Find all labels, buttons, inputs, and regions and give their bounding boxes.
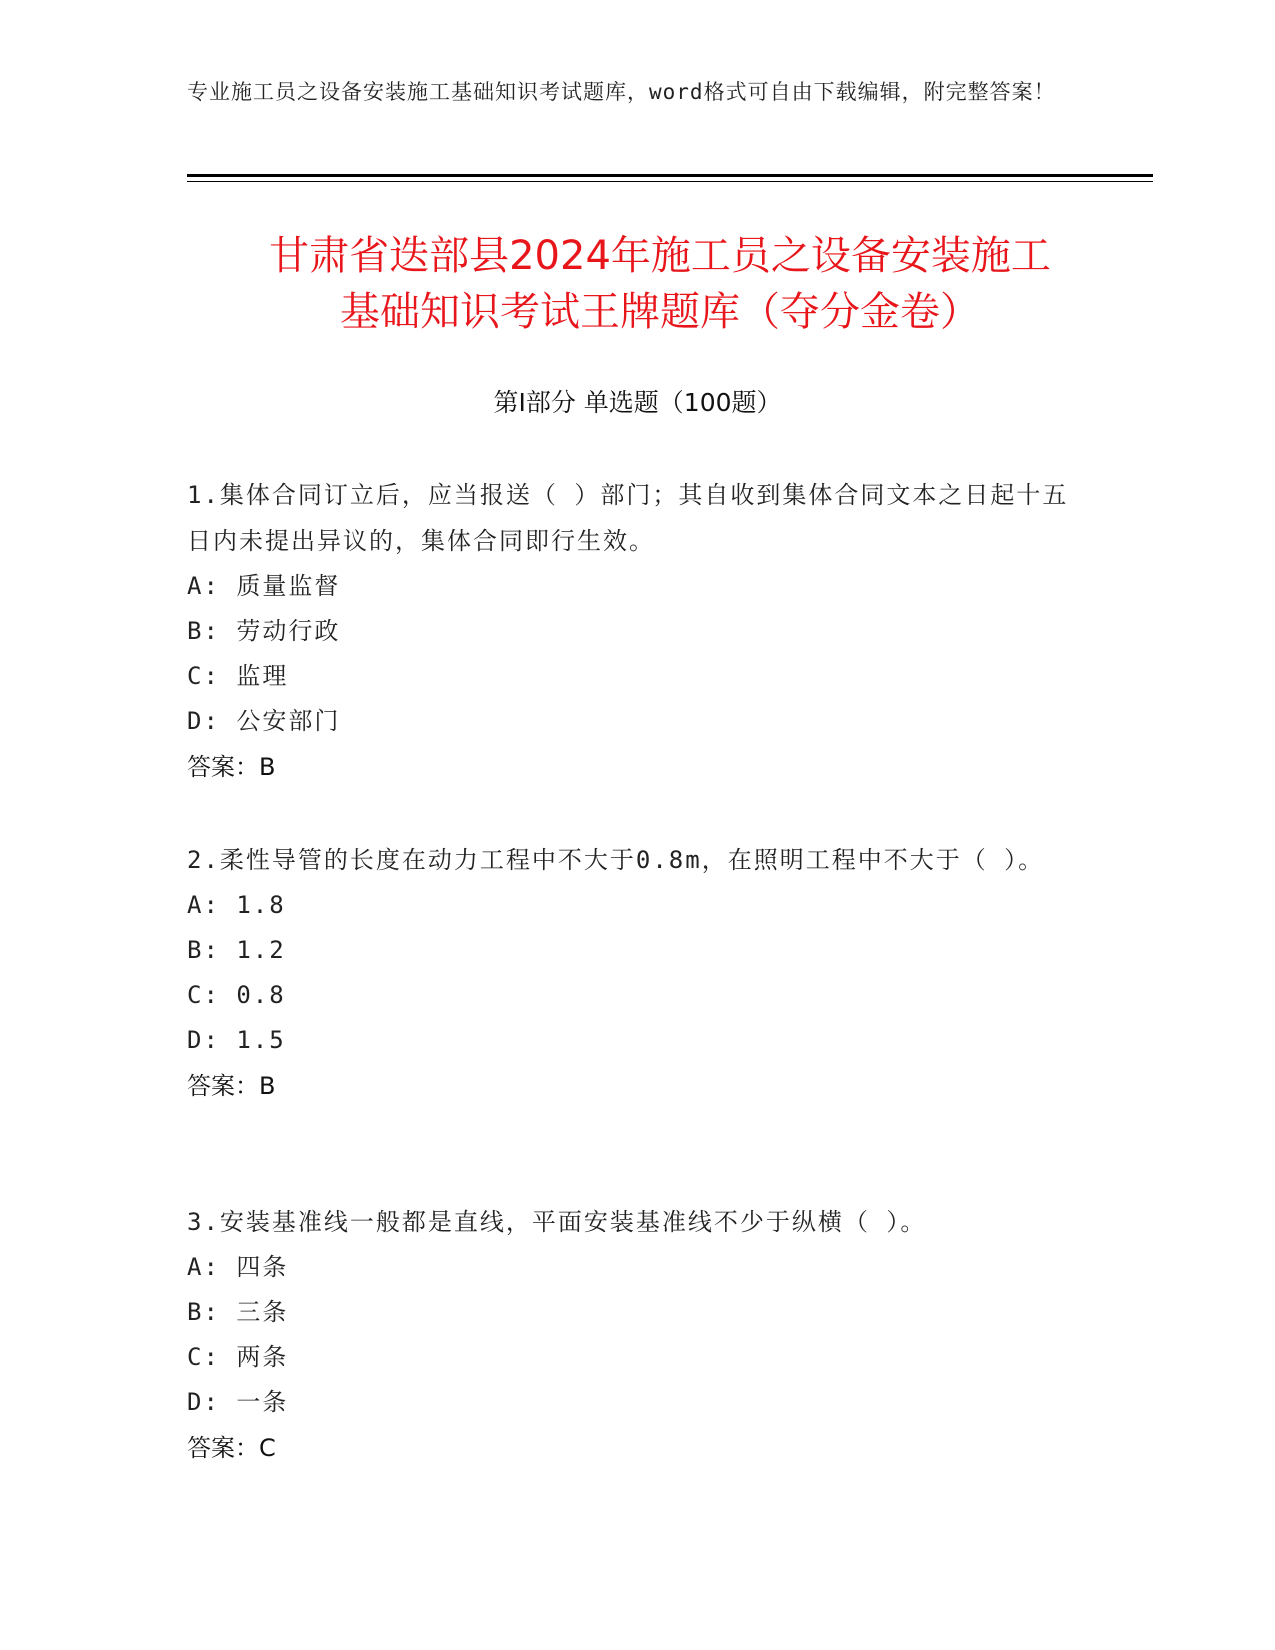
option-c: C: 0.8 bbox=[187, 981, 286, 1009]
answer: 答案：B bbox=[187, 1072, 276, 1100]
option-b: B: 1.2 bbox=[187, 936, 286, 964]
question-stem: 2.柔性导管的长度在动力工程中不大于0.8m，在照明工程中不大于（ ）。 bbox=[187, 846, 1045, 874]
option-d: D: 一条 bbox=[187, 1388, 289, 1416]
answer: 答案：C bbox=[187, 1434, 276, 1462]
option-c: C: 两条 bbox=[187, 1343, 289, 1371]
header-divider-thin bbox=[187, 181, 1153, 182]
option-c: C: 监理 bbox=[187, 662, 289, 690]
question-stem: 3.安装基准线一般都是直线，平面安装基准线不少于纵横（ ）。 bbox=[187, 1208, 927, 1236]
document-title-line-1: 甘肃省迭部县2024年施工员之设备安装施工 bbox=[269, 233, 1051, 279]
answer: 答案：B bbox=[187, 753, 276, 781]
question-3 bbox=[187, 1199, 1087, 1471]
question-1 bbox=[187, 472, 1087, 790]
option-b: B: 三条 bbox=[187, 1298, 289, 1326]
section-heading: 第Ⅰ部分 单选题（100题） bbox=[493, 388, 782, 417]
option-d: D: 公安部门 bbox=[187, 707, 341, 735]
document-title bbox=[160, 228, 1160, 340]
option-a: A: 四条 bbox=[187, 1253, 289, 1281]
document-title-line-2: 基础知识考试王牌题库（夺分金卷） bbox=[340, 289, 980, 335]
option-a: A: 1.8 bbox=[187, 891, 286, 919]
question-2 bbox=[187, 837, 1087, 1109]
header-note: 专业施工员之设备安装施工基础知识考试题库，word格式可自由下载编辑，附完整答案！ bbox=[187, 80, 1056, 104]
option-d: D: 1.5 bbox=[187, 1026, 286, 1054]
option-b: B: 劳动行政 bbox=[187, 617, 341, 645]
header-divider-thick bbox=[187, 174, 1153, 177]
question-stem: 1.集体合同订立后，应当报送（ ）部门；其自收到集体合同文本之日起十五日内未提出异议的，集体合同即行生效。 bbox=[187, 481, 1069, 555]
option-a: A: 质量监督 bbox=[187, 572, 341, 600]
